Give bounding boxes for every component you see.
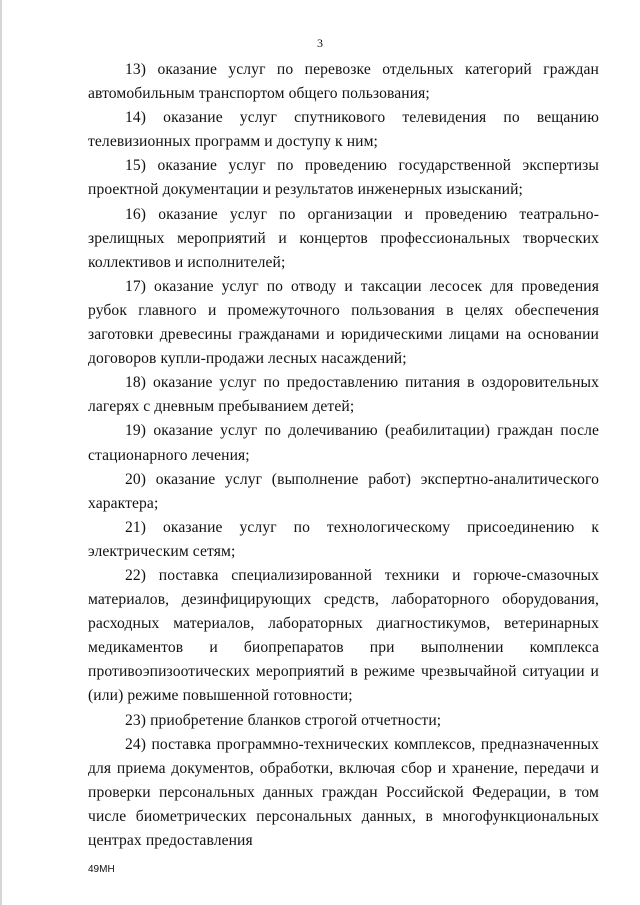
list-item-13: 13) оказание услуг по перевозке отдельных категорий граждан автомобильным транспортом общего пользования; [88,61,599,103]
list-item-20: 20) оказание услуг (выполнение работ) экспертно-аналитического характера; [88,470,599,512]
list-item-21: 21) оказание услуг по технологическому присоединению к электрическим сетям; [88,518,599,560]
list-item-23: 23) приобретение бланков строгой отчетности; [125,711,442,729]
list-item-24: 24) поставка программно-технических комплексов, предназначенных для приема документов, обработки, включая сбор и хранение, передачи и проверки персональных данных граждан Российской Федерации, в том числе биометрических персональных данных, в многофункциональных центрах предоставления [88,735,599,849]
footer-document-code: 49МН [88,864,115,875]
list-item-18: 18) оказание услуг по предоставлению питания в оздоровительных лагерях с дневным пребыванием детей; [88,374,599,416]
page-left-edge [0,0,2,905]
list-item-14: 14) оказание услуг спутникового телевидения по вещанию телевизионных программ и доступу к ним; [88,109,599,151]
page-number: 3 [317,36,323,50]
list-item-16: 16) оказание услуг по организации и проведению театрально-зрелищных мероприятий и концертов профессиональных творческих коллективов и исполнителей; [88,205,599,271]
list-item-17: 17) оказание услуг по отводу и таксации лесосек для проведения рубок главного и промежуточного пользования в целях обеспечения заготовки древесины гражданами и юридическими лицами на основании договоров купли-продажи лесных насаждений; [88,277,599,368]
document-body [88,58,599,853]
list-item-19: 19) оказание услуг по долечиванию (реабилитации) граждан после стационарного лечения; [88,422,599,464]
list-item-15: 15) оказание услуг по проведению государственной экспертизы проектной документации и результатов инженерных изысканий; [88,157,599,199]
list-item-22: 22) поставка специализированной техники и горюче-смазочных материалов, дезинфицирующих средств, лабораторного оборудования, расходных материалов, лабораторных диагностикумов, ветеринарных медикаментов и биопрепаратов при выполнении комплекса противоэпизоотических мероприятий в режиме чрезвычайной ситуации и (или) режиме повышенной готовности; [88,566,599,705]
